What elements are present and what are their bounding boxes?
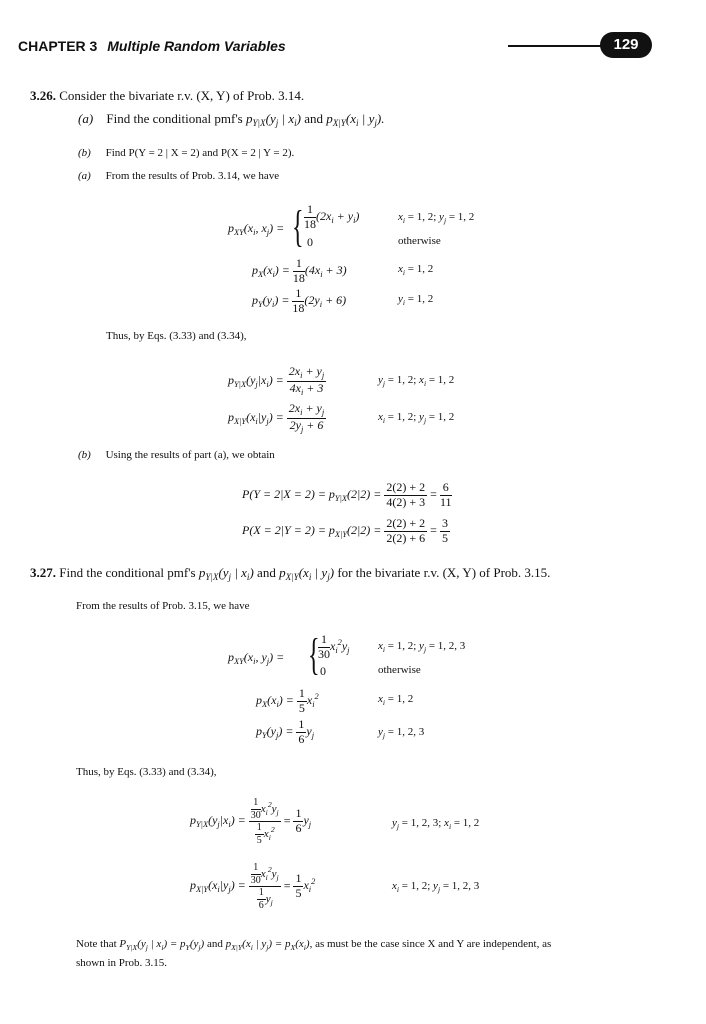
problem-3-27-statement: 3.27. Find the conditional pmf's $p_{Y|X}(y_j$ | $x_i$) and $p_{X|Y}(x_i$ | $y_j$) for the bivariate r.v. (X, Y) of Prob. 3.15. xyxy=(30,565,551,582)
solution-b-intro xyxy=(78,449,275,461)
page-number: 129 xyxy=(613,36,639,53)
marginal-py: $p_Y(y_i)$ = $\frac{1}{18}$ $(2y_i + 6)$ xyxy=(252,286,347,315)
thus-eqs: Thus, by Eqs. (3.33) and (3.34), xyxy=(106,330,247,342)
part-b-text: Find P(Y = 2 | X = 2) and P(X = 2 | Y = 2). xyxy=(105,147,295,159)
solution-a-intro xyxy=(78,170,279,182)
problem-intro: Consider the bivariate r.v. (X, Y) of Prob. 3.14. xyxy=(59,88,305,103)
cond-pmf-y-given-x: $p_{Y|X}(y_j|x_i)$ = $\frac{2x_i + y_j}{4x_i + 3}$ xyxy=(228,364,325,397)
note-and: and xyxy=(206,938,223,950)
cond-pmf-x-given-y: $p_{X|Y}(x_i|y_j)$ = $\frac{2x_i + y_j}{2y_j + 6}$ xyxy=(228,401,325,434)
problem-3-26-statement xyxy=(30,88,304,104)
part-a-text: Find the conditional pmf's xyxy=(106,111,243,126)
header-rule xyxy=(508,45,608,47)
chapter-label: CHAPTER 3 xyxy=(18,38,98,54)
joint-pmf-3-27-lhs: $p_{XY}(x_i$, $y_j$) = xyxy=(228,650,285,666)
joint-pmf-3-27-zero: 0 xyxy=(320,664,326,678)
joint-pmf-cond1: $x_i = 1$, 2; $y_j = 1$, 2 xyxy=(398,211,475,225)
problem-text: Find the conditional pmf's xyxy=(59,565,196,580)
marginal-px: $p_X(x_i)$ = $\frac{1}{18}$ $(4x_i + 3)$ xyxy=(252,256,347,285)
marginal-px-3-27-cond: $x_i = 1$, 2 xyxy=(378,693,414,707)
cond-pmf-y-given-x-cond: $y_j = 1$, 2; $x_i = 1$, 2 xyxy=(378,374,455,388)
marginal-py-3-27-cond: $y_j = 1$, 2, 3 xyxy=(378,726,425,740)
joint-pmf-3-27-cond1: $x_i = 1$, 2; $y_j = 1$, 2, 3 xyxy=(378,640,466,654)
problem-and: and xyxy=(257,565,276,580)
prob-x2-given-y2: $P(X = 2|Y = 2) = p_{X|Y}(2|2)$ = $\frac{2(2) + 2}{2(2) + 6}$ = $\frac{3}{5}$ xyxy=(242,516,448,545)
left-brace: { xyxy=(308,630,320,679)
part-label: (b) xyxy=(78,147,91,159)
cond-pmf-x-given-y-cond: $x_i = 1$, 2; $y_j = 1$, 2 xyxy=(378,411,455,425)
note-line-2: shown in Prob. 3.15. xyxy=(76,957,168,969)
part-a-and: and xyxy=(304,111,323,126)
problem-text-end: for the bivariate r.v. (X, Y) of Prob. 3.15. xyxy=(337,565,551,580)
marginal-px-3-27: $p_X(x_i)$ = $\frac{1}{5}$ $x_i^2$ xyxy=(256,686,319,715)
note-line-1: Note that $P_{Y|X}(y_j$ | $x_i) = p_Y(y_j)$ and $p_{X|Y}(x_i$ | $y_j) = p_X(x_i)$, as must be the case since X and Y are independent, as xyxy=(76,938,552,952)
prob-y2-given-x2: $P(Y = 2|X = 2) = p_{Y|X}(2|2)$ = $\frac{2(2) + 2}{4(2) + 3}$ = $\frac{6}{11}$ xyxy=(242,480,452,509)
cond-pmf-3-27-y-given-x: $p_{Y|X}(y_j|x_i)$ = $\frac{1}{30}$ $x_i^2y_j$ $\frac{1}{5}$ $x_i^2$ = $\frac{1}{6}$ $y_j$ xyxy=(190,797,312,846)
thus-eqs-3-27: Thus, by Eqs. (3.33) and (3.34), xyxy=(76,766,217,778)
joint-pmf-lhs: $p_{XY}(x_i$, $x_j$) = xyxy=(228,221,285,237)
note-text: Note that xyxy=(76,938,117,950)
marginal-py-3-27: $p_Y(y_j)$ = $\frac{1}{6}$ $y_j$ xyxy=(256,717,315,746)
problem-number: 3.27. xyxy=(30,565,56,580)
cond-pmf-3-27-y-given-x-cond: $y_j = 1$, 2, 3; $x_i = 1$, 2 xyxy=(392,817,480,831)
part-label: (a) xyxy=(78,111,94,126)
cond-pmf-3-27-x-given-y: $p_{X|Y}(x_i|y_j)$ = $\frac{1}{30}$ $x_i^2y_j$ $\frac{1}{6}$ $y_j$ = $\frac{1}{5}$ $x_i^2$ xyxy=(190,862,316,911)
note-end: , as must be the case since X and Y are independent, as xyxy=(309,938,552,950)
joint-pmf-otherwise: otherwise xyxy=(398,235,441,247)
solution-text: Using the results of part (a), we obtain xyxy=(105,449,275,461)
running-header xyxy=(18,38,286,54)
marginal-py-cond: $y_i = 1$, 2 xyxy=(398,293,434,307)
joint-pmf-3-27-case1: $\frac{1}{30}$ $x_i^2y_j$ xyxy=(318,632,350,661)
part-a-question: (a) Find the conditional pmf's $p_{Y|X}(y_j$ | $x_i$) and $p_{X|Y}(x_i$ | $y_j$). xyxy=(78,111,385,128)
part-label: (a) xyxy=(78,170,91,182)
chapter-title: Multiple Random Variables xyxy=(107,38,286,54)
cond-pmf-3-27-x-given-y-cond: $x_i = 1$, 2; $y_j = 1$, 2, 3 xyxy=(392,880,480,894)
solution-3-27-intro: From the results of Prob. 3.15, we have xyxy=(76,600,250,612)
solution-text: From the results of Prob. 3.14, we have xyxy=(105,170,280,182)
joint-pmf-3-27-otherwise: otherwise xyxy=(378,664,421,676)
problem-number: 3.26. xyxy=(30,88,56,103)
joint-pmf-case1: $\frac{1}{18}$ $(2x_i + y_i)$ xyxy=(304,202,360,231)
joint-pmf-zero: 0 xyxy=(307,235,313,249)
page-number-badge xyxy=(600,32,652,58)
part-label: (b) xyxy=(78,449,91,461)
marginal-px-cond: $x_i = 1$, 2 xyxy=(398,263,434,277)
left-brace: { xyxy=(292,202,304,251)
part-b-question xyxy=(78,147,294,159)
